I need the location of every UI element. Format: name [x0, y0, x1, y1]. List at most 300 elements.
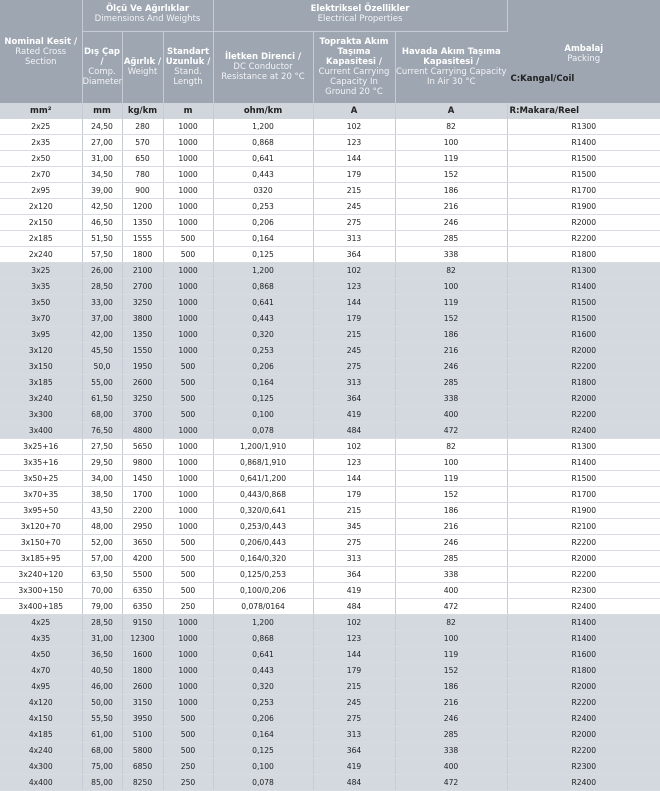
cell-ground-current: 215	[313, 679, 395, 695]
cell-section: 3x400	[0, 423, 82, 439]
cell-section: 3x120+70	[0, 519, 82, 535]
cell-section: 4x400	[0, 775, 82, 791]
cell-packing: R1500	[507, 311, 660, 327]
table-row	[0, 679, 660, 695]
cell-ground-current: 364	[313, 567, 395, 583]
cell-ground-current: 123	[313, 135, 395, 151]
cell-length: 1000	[163, 183, 213, 199]
cell-length: 250	[163, 759, 213, 775]
cell-diameter: 45,50	[82, 343, 122, 359]
table-row	[0, 247, 660, 263]
cell-packing: R1300	[507, 119, 660, 135]
cell-weight: 650	[122, 151, 163, 167]
cell-air-current: 246	[395, 535, 507, 551]
cell-length: 1000	[163, 119, 213, 135]
cell-weight: 1550	[122, 343, 163, 359]
cell-section: 2x25	[0, 119, 82, 135]
cell-length: 500	[163, 375, 213, 391]
cell-section: 4x35	[0, 631, 82, 647]
cell-air-current: 82	[395, 263, 507, 279]
cell-section: 4x25	[0, 615, 82, 631]
cell-resistance: 0,868	[213, 631, 313, 647]
unit-weight: kg/km	[122, 103, 163, 119]
cell-weight: 280	[122, 119, 163, 135]
cell-resistance: 0,320	[213, 679, 313, 695]
cell-length: 1000	[163, 519, 213, 535]
cell-resistance: 0,868/1,910	[213, 455, 313, 471]
cell-ground-current: 313	[313, 551, 395, 567]
cell-air-current: 119	[395, 471, 507, 487]
cell-weight: 1950	[122, 359, 163, 375]
cell-diameter: 75,00	[82, 759, 122, 775]
cell-diameter: 57,50	[82, 247, 122, 263]
cell-section: 4x50	[0, 647, 82, 663]
table-body	[0, 119, 660, 791]
cell-length: 1000	[163, 455, 213, 471]
table-row	[0, 647, 660, 663]
cell-diameter: 48,00	[82, 519, 122, 535]
cell-length: 500	[163, 407, 213, 423]
cell-resistance: 0,868	[213, 279, 313, 295]
cell-length: 1000	[163, 663, 213, 679]
cell-diameter: 26,00	[82, 263, 122, 279]
table-row	[0, 631, 660, 647]
cell-diameter: 63,50	[82, 567, 122, 583]
cell-packing: R1400	[507, 631, 660, 647]
cell-section: 3x300+150	[0, 583, 82, 599]
cell-packing: R1800	[507, 375, 660, 391]
cell-air-current: 285	[395, 375, 507, 391]
cell-ground-current: 364	[313, 247, 395, 263]
cell-diameter: 70,00	[82, 583, 122, 599]
table-row	[0, 151, 660, 167]
cell-diameter: 76,50	[82, 423, 122, 439]
cell-ground-current: 313	[313, 231, 395, 247]
unit-diameter: mm	[82, 103, 122, 119]
table-row	[0, 407, 660, 423]
cell-length: 250	[163, 775, 213, 791]
cell-diameter: 31,00	[82, 631, 122, 647]
table-row	[0, 199, 660, 215]
cell-length: 1000	[163, 487, 213, 503]
cell-weight: 2600	[122, 375, 163, 391]
dims-subtitle: Dimensions And Weights	[94, 14, 201, 24]
table-row	[0, 215, 660, 231]
elec-title: Elektriksel Özellikler	[310, 4, 410, 14]
cell-air-current: 400	[395, 407, 507, 423]
cell-air-current: 216	[395, 343, 507, 359]
cell-packing: R2400	[507, 711, 660, 727]
table-row	[0, 535, 660, 551]
dims-title: Ölçü Ve Ağırlıklar	[105, 4, 190, 14]
cell-weight: 3800	[122, 311, 163, 327]
cell-packing: R2000	[507, 551, 660, 567]
cell-air-current: 285	[395, 551, 507, 567]
cell-weight: 3150	[122, 695, 163, 711]
table-row	[0, 503, 660, 519]
cell-air-current: 216	[395, 695, 507, 711]
cell-ground-current: 179	[313, 167, 395, 183]
cell-packing: R1300	[507, 439, 660, 455]
cell-diameter: 33,00	[82, 295, 122, 311]
cell-resistance: 0,125/0,253	[213, 567, 313, 583]
cell-weight: 4800	[122, 423, 163, 439]
weight-header: Ağırlık / Weight	[122, 31, 163, 103]
table-row	[0, 743, 660, 759]
air-capacity-header: Havada Akım Taşıma Kapasitesi / Current Carrying Capacity In Air 30 °C	[395, 31, 507, 103]
cell-weight: 3950	[122, 711, 163, 727]
cell-resistance: 0,100	[213, 407, 313, 423]
cell-packing: R1700	[507, 487, 660, 503]
cell-packing: R1700	[507, 183, 660, 199]
cell-section: 2x150	[0, 215, 82, 231]
cell-diameter: 27,00	[82, 135, 122, 151]
cell-resistance: 0,206	[213, 359, 313, 375]
cell-packing: R2200	[507, 359, 660, 375]
cell-resistance: 0,443/0,868	[213, 487, 313, 503]
cell-section: 3x70	[0, 311, 82, 327]
cell-packing: R1600	[507, 647, 660, 663]
cell-ground-current: 275	[313, 359, 395, 375]
cell-resistance: 0,100	[213, 759, 313, 775]
cell-resistance: 0,164/0,320	[213, 551, 313, 567]
cell-weight: 2200	[122, 503, 163, 519]
cell-ground-current: 275	[313, 215, 395, 231]
cell-resistance: 0,125	[213, 247, 313, 263]
cell-diameter: 61,00	[82, 727, 122, 743]
cell-weight: 3250	[122, 295, 163, 311]
cell-section: 3x240	[0, 391, 82, 407]
cell-air-current: 338	[395, 391, 507, 407]
cell-air-current: 186	[395, 183, 507, 199]
cell-resistance: 1,200	[213, 263, 313, 279]
cell-air-current: 472	[395, 599, 507, 615]
packing-title: Ambalaj	[564, 44, 604, 54]
cell-packing: R2200	[507, 535, 660, 551]
cell-air-current: 285	[395, 727, 507, 743]
cell-length: 500	[163, 567, 213, 583]
cell-resistance: 0,206	[213, 711, 313, 727]
cell-resistance: 0,125	[213, 743, 313, 759]
cell-resistance: 0,641	[213, 647, 313, 663]
cell-packing: R2000	[507, 215, 660, 231]
cell-air-current: 119	[395, 295, 507, 311]
cell-weight: 2950	[122, 519, 163, 535]
cell-weight: 570	[122, 135, 163, 151]
cell-length: 500	[163, 743, 213, 759]
cell-diameter: 55,00	[82, 375, 122, 391]
cell-packing: R2200	[507, 231, 660, 247]
ground-capacity-header: Toprakta Akım Taşıma Kapasitesi / Current Carrying Capacity In Ground 20 °C	[313, 31, 395, 103]
cell-resistance: 0,641	[213, 151, 313, 167]
cell-weight: 5800	[122, 743, 163, 759]
cell-packing: R2200	[507, 743, 660, 759]
cell-diameter: 57,00	[82, 551, 122, 567]
cell-length: 1000	[163, 295, 213, 311]
table-row	[0, 551, 660, 567]
cell-length: 500	[163, 727, 213, 743]
table-row	[0, 231, 660, 247]
cell-section: 3x50+25	[0, 471, 82, 487]
cell-weight: 6350	[122, 583, 163, 599]
unit-resistance: ohm/km	[213, 103, 313, 119]
cell-air-current: 100	[395, 455, 507, 471]
cell-weight: 900	[122, 183, 163, 199]
cell-air-current: 338	[395, 743, 507, 759]
cell-packing: R1400	[507, 455, 660, 471]
cell-section: 3x50	[0, 295, 82, 311]
cell-length: 1000	[163, 423, 213, 439]
cell-diameter: 37,00	[82, 311, 122, 327]
cell-ground-current: 419	[313, 583, 395, 599]
cell-ground-current: 102	[313, 263, 395, 279]
cell-air-current: 186	[395, 679, 507, 695]
table-row	[0, 519, 660, 535]
cell-section: 4x240	[0, 743, 82, 759]
cell-resistance: 0,868	[213, 135, 313, 151]
cell-length: 250	[163, 599, 213, 615]
cell-ground-current: 364	[313, 391, 395, 407]
cell-section: 4x185	[0, 727, 82, 743]
cell-ground-current: 179	[313, 487, 395, 503]
cell-diameter: 51,50	[82, 231, 122, 247]
cell-section: 3x70+35	[0, 487, 82, 503]
cell-diameter: 29,50	[82, 455, 122, 471]
cell-ground-current: 123	[313, 631, 395, 647]
cell-weight: 1350	[122, 327, 163, 343]
cell-air-current: 152	[395, 167, 507, 183]
cell-ground-current: 144	[313, 151, 395, 167]
cell-air-current: 285	[395, 231, 507, 247]
cell-ground-current: 419	[313, 759, 395, 775]
cell-weight: 2600	[122, 679, 163, 695]
cell-weight: 4200	[122, 551, 163, 567]
table-row	[0, 423, 660, 439]
cell-packing: R1400	[507, 135, 660, 151]
table-row	[0, 695, 660, 711]
cell-section: 2x120	[0, 199, 82, 215]
cell-diameter: 55,50	[82, 711, 122, 727]
cell-weight: 2700	[122, 279, 163, 295]
units-row	[0, 103, 660, 119]
cell-ground-current: 419	[313, 407, 395, 423]
cell-air-current: 472	[395, 423, 507, 439]
cell-ground-current: 102	[313, 615, 395, 631]
cell-weight: 3700	[122, 407, 163, 423]
cell-weight: 1555	[122, 231, 163, 247]
cell-section: 2x35	[0, 135, 82, 151]
cell-length: 500	[163, 247, 213, 263]
cell-air-current: 472	[395, 775, 507, 791]
cell-resistance: 0,253	[213, 343, 313, 359]
cell-diameter: 27,50	[82, 439, 122, 455]
cell-air-current: 338	[395, 247, 507, 263]
cell-section: 4x95	[0, 679, 82, 695]
cell-diameter: 39,00	[82, 183, 122, 199]
cell-ground-current: 102	[313, 439, 395, 455]
cell-packing: R1500	[507, 471, 660, 487]
cell-resistance: 0,078	[213, 775, 313, 791]
dimensions-group-header	[82, 0, 213, 31]
cell-packing: R1800	[507, 663, 660, 679]
table-row	[0, 599, 660, 615]
cell-ground-current: 245	[313, 695, 395, 711]
cell-packing: R2400	[507, 599, 660, 615]
cell-length: 1000	[163, 679, 213, 695]
cell-section: 3x240+120	[0, 567, 82, 583]
cell-packing: R1600	[507, 327, 660, 343]
table-row	[0, 311, 660, 327]
cell-resistance: 0,078	[213, 423, 313, 439]
table-row	[0, 583, 660, 599]
cell-length: 500	[163, 535, 213, 551]
table-row	[0, 295, 660, 311]
cell-length: 1000	[163, 167, 213, 183]
table-row	[0, 183, 660, 199]
cell-section: 2x185	[0, 231, 82, 247]
cell-ground-current: 215	[313, 503, 395, 519]
cell-length: 1000	[163, 503, 213, 519]
cell-length: 500	[163, 711, 213, 727]
cell-weight: 1700	[122, 487, 163, 503]
table-row	[0, 343, 660, 359]
table-row	[0, 327, 660, 343]
cell-ground-current: 144	[313, 295, 395, 311]
cell-diameter: 43,50	[82, 503, 122, 519]
cell-length: 500	[163, 391, 213, 407]
unit-length: m	[163, 103, 213, 119]
cell-diameter: 40,50	[82, 663, 122, 679]
cell-section: 3x150+70	[0, 535, 82, 551]
cell-ground-current: 275	[313, 535, 395, 551]
electrical-group-header	[213, 0, 507, 31]
unit-air-current: A	[395, 103, 507, 119]
table-row	[0, 279, 660, 295]
cell-length: 1000	[163, 647, 213, 663]
table-row	[0, 487, 660, 503]
cell-weight: 1800	[122, 247, 163, 263]
packing-coil-label: C:Kangal/Coil	[510, 74, 575, 84]
cell-length: 1000	[163, 439, 213, 455]
cell-section: 3x150	[0, 359, 82, 375]
cell-section: 2x95	[0, 183, 82, 199]
cell-packing: R2200	[507, 567, 660, 583]
cell-section: 3x35+16	[0, 455, 82, 471]
cell-section: 3x120	[0, 343, 82, 359]
cell-weight: 6850	[122, 759, 163, 775]
cell-diameter: 36,50	[82, 647, 122, 663]
cell-packing: R1800	[507, 247, 660, 263]
cell-weight: 3250	[122, 391, 163, 407]
unit-ground-current: A	[313, 103, 395, 119]
cell-section: 4x150	[0, 711, 82, 727]
cell-section: 3x95+50	[0, 503, 82, 519]
cell-ground-current: 215	[313, 327, 395, 343]
cell-diameter: 31,00	[82, 151, 122, 167]
cell-section: 4x70	[0, 663, 82, 679]
table-row	[0, 359, 660, 375]
cell-resistance: 0,443	[213, 663, 313, 679]
cell-packing: R1500	[507, 167, 660, 183]
cell-section: 3x25	[0, 263, 82, 279]
cell-packing: R1300	[507, 263, 660, 279]
cell-ground-current: 179	[313, 663, 395, 679]
table-row	[0, 375, 660, 391]
cell-resistance: 0320	[213, 183, 313, 199]
cell-length: 1000	[163, 631, 213, 647]
cell-air-current: 82	[395, 439, 507, 455]
cell-length: 1000	[163, 263, 213, 279]
cell-length: 1000	[163, 343, 213, 359]
cell-weight: 5500	[122, 567, 163, 583]
cell-resistance: 0,206/0,443	[213, 535, 313, 551]
table-row	[0, 615, 660, 631]
cell-resistance: 0,125	[213, 391, 313, 407]
cell-section: 4x300	[0, 759, 82, 775]
cell-resistance: 0,078/0164	[213, 599, 313, 615]
cell-ground-current: 144	[313, 471, 395, 487]
cell-air-current: 82	[395, 615, 507, 631]
cell-length: 500	[163, 583, 213, 599]
cell-weight: 9150	[122, 615, 163, 631]
cell-diameter: 50,00	[82, 695, 122, 711]
cell-packing: R2300	[507, 759, 660, 775]
cell-packing: R1900	[507, 199, 660, 215]
cell-air-current: 152	[395, 311, 507, 327]
cell-packing: R2000	[507, 727, 660, 743]
cell-packing: R2000	[507, 679, 660, 695]
cell-resistance: 0,100/0,206	[213, 583, 313, 599]
cell-air-current: 338	[395, 567, 507, 583]
cell-diameter: 52,00	[82, 535, 122, 551]
cell-weight: 1200	[122, 199, 163, 215]
table-row	[0, 439, 660, 455]
cell-resistance: 0,164	[213, 727, 313, 743]
cell-diameter: 68,00	[82, 743, 122, 759]
cell-packing: R1500	[507, 151, 660, 167]
cell-diameter: 38,50	[82, 487, 122, 503]
cell-section: 3x300	[0, 407, 82, 423]
cell-weight: 6350	[122, 599, 163, 615]
table-row	[0, 663, 660, 679]
cell-resistance: 0,253	[213, 695, 313, 711]
standard-length-header: Standart Uzunluk / Stand. Length	[163, 31, 213, 103]
cell-ground-current: 245	[313, 199, 395, 215]
cell-air-current: 216	[395, 199, 507, 215]
cell-section: 2x70	[0, 167, 82, 183]
cell-section: 3x25+16	[0, 439, 82, 455]
cell-ground-current: 484	[313, 423, 395, 439]
cell-length: 500	[163, 359, 213, 375]
cell-air-current: 400	[395, 759, 507, 775]
cell-air-current: 246	[395, 215, 507, 231]
cell-air-current: 100	[395, 279, 507, 295]
cell-packing: R2200	[507, 695, 660, 711]
cell-air-current: 246	[395, 359, 507, 375]
cell-section: 3x95	[0, 327, 82, 343]
unit-section: mm²	[0, 103, 82, 119]
cell-air-current: 186	[395, 327, 507, 343]
cell-diameter: 85,00	[82, 775, 122, 791]
cell-diameter: 68,00	[82, 407, 122, 423]
cell-ground-current: 275	[313, 711, 395, 727]
cell-weight: 780	[122, 167, 163, 183]
table-row	[0, 471, 660, 487]
cell-packing: R2100	[507, 519, 660, 535]
cell-air-current: 246	[395, 711, 507, 727]
cell-air-current: 216	[395, 519, 507, 535]
cell-resistance: 0,253	[213, 199, 313, 215]
